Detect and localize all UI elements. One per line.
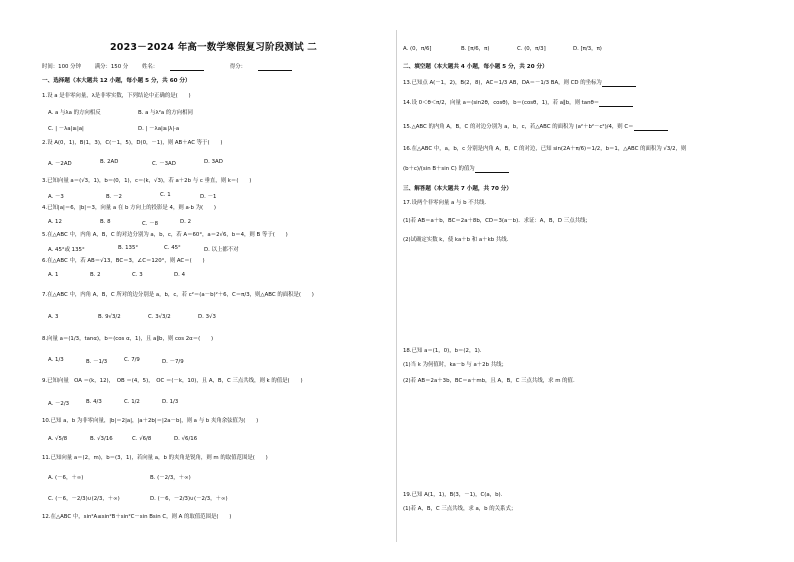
q11-option-a[interactable]: A. (－6，＋∞): [48, 475, 84, 481]
q3-option-d[interactable]: D. －1: [200, 194, 217, 200]
q18-answer-space[interactable]: [403, 390, 783, 486]
q8-option-b[interactable]: B. －1/3: [86, 359, 108, 365]
q5-option-d[interactable]: D. 以上都不对: [204, 247, 239, 253]
question-12-stem: 12.在△ABC 中，sin²A≤sin²B＋sin²C－sin Bsin C，则 A 的取值范围是( ): [42, 514, 232, 520]
q12-option-d[interactable]: D. [π/3，π): [573, 46, 602, 52]
time-info: 时间：100 分钟: [42, 64, 81, 70]
q2-option-d[interactable]: D. 3AD: [204, 159, 223, 165]
question-2-stem: 2.设 A(0，1)，B(1，3)，C(－1，5)，D(0，－1)，则 AB＋AC 等于( ): [42, 140, 223, 146]
q12-option-c[interactable]: C. (0，π/3]: [517, 46, 546, 52]
question-10-stem: 10.已知 a，b 为非零向量，|b|＝2|a|，|a＋2b|＝|2a－b|，则 a 与 b 夹角余弦值为( ): [42, 418, 259, 424]
question-17-part1: (1)若 AB＝a＋b，BC＝2a＋8b，CD＝3(a－b)．求证：A，B，D 三点共线；: [403, 218, 591, 224]
q7-option-b[interactable]: B. 9√3/2: [98, 314, 121, 320]
q10-option-a[interactable]: A. √5/8: [48, 436, 68, 442]
score-info: 满分：150 分: [94, 64, 129, 70]
q5-option-a[interactable]: A. 45°或 135°: [48, 247, 85, 253]
q10-option-c[interactable]: C. √6/8: [132, 436, 152, 442]
mark-blank[interactable]: [258, 65, 292, 71]
question-16-line2: (b＋c)/(sin B＋sin C) 的值为: [403, 166, 509, 173]
q15-answer-blank[interactable]: [634, 125, 668, 131]
q10-option-d[interactable]: D. √6/16: [174, 436, 198, 442]
q9-option-c[interactable]: C. 1/2: [124, 399, 140, 405]
right-column: [397, 0, 794, 562]
q11-option-d[interactable]: D. (－6，－2/3)∪(－2/3，＋∞): [150, 496, 228, 502]
q4-option-d[interactable]: D. 2: [180, 219, 192, 225]
q17-answer-space[interactable]: [403, 248, 783, 344]
question-15: 15.△ABC 的内角 A，B，C 的对边分别为 a，b，c，若△ABC 的面积为 (a²＋b²－c²)/4，则 C＝: [403, 124, 668, 131]
q9-option-b[interactable]: B. 4/3: [86, 399, 102, 405]
q2-option-c[interactable]: C. －3AD: [152, 161, 176, 167]
section-fill-heading: 二、填空题（本大题共 4 小题，每小题 5 分，共 20 分）: [403, 64, 548, 70]
q11-option-c[interactable]: C. (－6，－2/3)∪(2/3，＋∞): [48, 496, 120, 502]
question-3-stem: 3.已知向量 a＝(√3，1)，b＝(0，1)，c＝(k，√3)，若 a＋2b 与 c 垂直，则 k＝( ): [42, 178, 252, 184]
q16-answer-blank[interactable]: [475, 167, 509, 173]
q10-option-b[interactable]: B. √3/16: [90, 436, 113, 442]
q13-answer-blank[interactable]: [602, 81, 636, 87]
question-5-stem: 5.在△ABC 中，内角 A，B，C 的对边分别为 a，b，c，若 A＝60°，a＝2√6，b＝4，则 B 等于( ): [42, 232, 288, 238]
q6-option-b[interactable]: B. 2: [90, 272, 101, 278]
q14-answer-blank[interactable]: [599, 101, 633, 107]
q8-option-c[interactable]: C. 7/9: [124, 357, 140, 363]
question-13: 13.已知点 A(－1，2)，B(2，8)，AC＝1/3 AB，DA＝－1/3 BA，则 CD 的坐标为: [403, 80, 636, 87]
q8-option-a[interactable]: A. 1/3: [48, 357, 64, 363]
exam-title: 2023－2024 年高一数学寒假复习阶段测试 二: [110, 42, 317, 53]
question-16-line1: 16.在△ABC 中，a，b，c 分别是内角 A，B，C 的对边，已知 sin(2A＋π/6)＝1/2，b＝1，△ABC 的面积为 √3/2，则: [403, 146, 687, 152]
q5-option-c[interactable]: C. 45°: [164, 245, 181, 251]
question-7-stem: 7.在△ABC 中，内角 A，B，C 所对的边分别是 a，b，c，若 c²＝(a－b)²＋6，C＝π/3，则△ABC 的面积是( ): [42, 292, 314, 298]
q1-option-d[interactable]: D. | －λa|≥|λ|·a: [138, 126, 180, 132]
question-6-stem: 6.在△ABC 中，若 AB＝√13，BC＝3，∠C＝120°，则 AC＝( ): [42, 258, 205, 264]
question-1-stem: 1.设 a 是非零向量，λ是非零实数，下列结论中正确的是( ): [42, 93, 191, 99]
q9-option-a[interactable]: A. －2/3: [48, 401, 70, 407]
question-11-stem: 11.已知向量 a＝(2，m)，b＝(3，1)，若向量 a，b 的夹角是锐角，则 m 的取值范围是( ): [42, 455, 268, 461]
q3-option-c[interactable]: C. 1: [160, 192, 171, 198]
q6-option-c[interactable]: C. 3: [132, 272, 143, 278]
q6-option-d[interactable]: D. 4: [174, 272, 186, 278]
q1-option-a[interactable]: A. a 与λa 的方向相反: [48, 110, 101, 116]
question-9-stem: 9.已知向量 OA ＝(k，12)， OB ＝(4，5)， OC ＝(－k，10)，且 A，B，C 三点共线，则 k 的值是( ): [42, 378, 303, 384]
q1-option-b[interactable]: B. a 与λ²a 的方向相同: [138, 110, 193, 116]
section-choice-heading: 一、选择题（本大题共 12 小题，每小题 5 分，共 60 分）: [42, 78, 191, 84]
q2-option-b[interactable]: B. 2AD: [100, 159, 119, 165]
mark-label: 得分：: [230, 64, 304, 70]
q9-option-d[interactable]: D. 1/3: [162, 399, 179, 405]
question-18-part2: (2)若 AB＝2a＋3b，BC＝a＋mb，且 A，B，C 三点共线，求 m 的值.: [403, 378, 575, 384]
question-4-stem: 4.已知|a|＝6，|b|＝3，向量 a 在 b 方向上的投影是 4，则 a·b 为( ): [42, 205, 216, 211]
q7-option-d[interactable]: D. 3√3: [198, 314, 216, 320]
section-answer-heading: 三、解答题（本大题共 7 小题，共 70 分）: [403, 186, 512, 192]
q12-option-a[interactable]: A. (0，π/6]: [403, 46, 432, 52]
q3-option-a[interactable]: A. －3: [48, 194, 64, 200]
q6-option-a[interactable]: A. 1: [48, 272, 59, 278]
question-19-part1: (1)若 A，B，C 三点共线，求 a，b 的关系式；: [403, 506, 517, 512]
question-18-stem: 18.已知 a＝(1，0)，b＝(2，1).: [403, 348, 482, 354]
q7-option-a[interactable]: A. 3: [48, 314, 59, 320]
exam-meta: [42, 64, 316, 71]
question-17-stem: 17.设两个非零向量 a 与 b 不共线.: [403, 200, 487, 206]
q4-option-b[interactable]: B. 8: [100, 219, 111, 225]
q5-option-b[interactable]: B. 135°: [118, 245, 139, 251]
q8-option-d[interactable]: D. －7/9: [162, 359, 184, 365]
q3-option-b[interactable]: B. －2: [106, 194, 122, 200]
name-blank[interactable]: [170, 65, 204, 71]
q12-option-b[interactable]: B. [π/6，π): [461, 46, 490, 52]
q4-option-c[interactable]: C. －8: [142, 221, 159, 227]
question-17-part2: (2)试确定实数 k，使 ka＋b 和 a＋kb 共线．: [403, 237, 513, 243]
q7-option-c[interactable]: C. 3√3/2: [148, 314, 171, 320]
question-8-stem: 8.向量 a＝(1/3，tanα)，b＝(cos α，1)，且 a∥b，则 cos 2α＝( ): [42, 336, 214, 342]
q11-option-b[interactable]: B. (－2/3，＋∞): [150, 475, 191, 481]
q4-option-a[interactable]: A. 12: [48, 219, 62, 225]
question-18-part1: (1)当 k 为何值时，ka－b 与 a＋2b 共线；: [403, 362, 507, 368]
q1-option-c[interactable]: C. | －λa|≥|a|: [48, 126, 84, 132]
question-19-stem: 19.已知 A(1，1)，B(3，－1)，C(a，b).: [403, 492, 503, 498]
name-label: 姓名：: [142, 64, 216, 70]
q2-option-a[interactable]: A. －2AD: [48, 161, 72, 167]
question-14: 14.设 0＜θ＜π/2，向量 a＝(sin2θ，cosθ)，b＝(cosθ，1)，若 a∥b，则 tanθ＝: [403, 100, 633, 107]
